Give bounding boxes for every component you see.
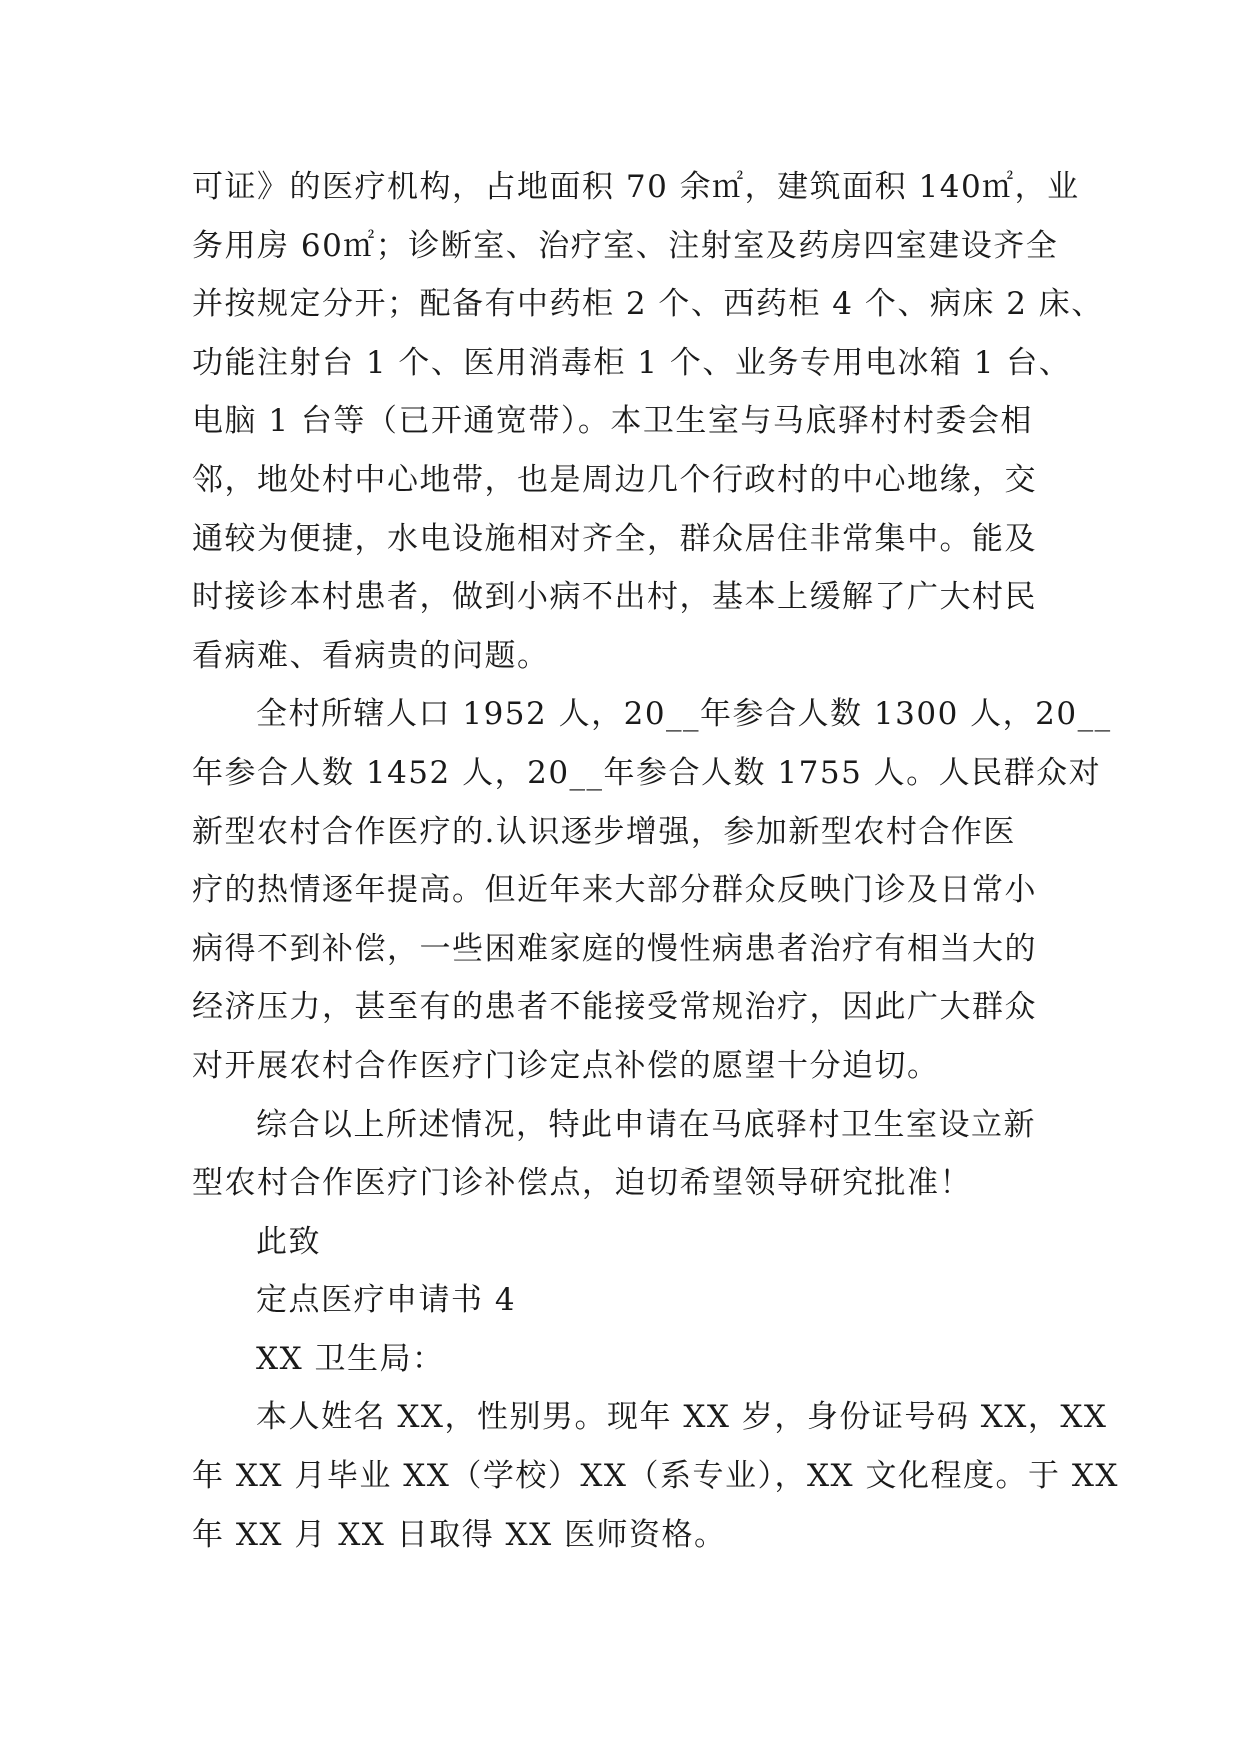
body-text-line: 务用房 60㎡；诊断室、治疗室、注射室及药房四室建设齐全 [192,227,1059,264]
section-heading: 定点医疗申请书 4 [256,1282,517,1319]
body-text-line: 看病难、看病贵的问题。 [192,637,550,674]
paragraph-first-line: 本人姓名 XX，性别男。现年 XX 岁，身份证号码 XX，XX [256,1399,1108,1436]
body-text-line: 新型农村合作医疗的.认识逐步增强，参加新型农村合作医 [192,813,1016,850]
body-text-line: 型农村合作医疗门诊补偿点，迫切希望领导研究批准！ [192,1165,972,1202]
body-text-line: 邻，地处村中心地带，也是周边几个行政村的中心地缘，交 [192,461,1037,498]
body-text-line: 并按规定分开；配备有中药柜 2 个、西药柜 4 个、病床 2 床、 [192,286,1104,323]
document-body [192,158,1119,1564]
body-text-line: 年 XX 月 XX 日取得 XX 医师资格。 [192,1516,727,1553]
closing-salutation: 此致 [256,1223,321,1260]
paragraph-first-line: 综合以上所述情况，特此申请在马底驿村卫生室设立新 [256,1106,1036,1143]
body-text-line: 时接诊本村患者，做到小病不出村，基本上缓解了广大村民 [192,579,1037,616]
body-text-line: 年 XX 月毕业 XX（学校）XX（系专业），XX 文化程度。于 XX [192,1458,1119,1495]
body-text-line: 功能注射台 1 个、医用消毒柜 1 个、业务专用电冰箱 1 台、 [192,344,1072,381]
recipient-line: XX 卫生局： [256,1340,445,1377]
body-text-line: 电脑 1 台等（已开通宽带）。本卫生室与马底驿村村委会相 [192,403,1033,440]
body-text-line: 通较为便捷，水电设施相对齐全，群众居住非常集中。能及 [192,520,1037,557]
body-text-line: 对开展农村合作医疗门诊定点补偿的愿望十分迫切。 [192,1047,940,1084]
paragraph-first-line: 全村所辖人口 1952 人，20__年参合人数 1300 人，20__ [256,696,1112,733]
body-text-line: 疗的热情逐年提高。但近年来大部分群众反映门诊及日常小 [192,872,1037,909]
body-text-line: 经济压力，甚至有的患者不能接受常规治疗，因此广大群众 [192,989,1037,1026]
body-text-line: 病得不到补偿，一些困难家庭的慢性病患者治疗有相当大的 [192,930,1037,967]
body-text-line: 年参合人数 1452 人，20__年参合人数 1755 人。人民群众对 [192,754,1102,791]
body-text-line: 可证》的医疗机构，占地面积 70 余㎡，建筑面积 140㎡，业 [192,169,1080,205]
